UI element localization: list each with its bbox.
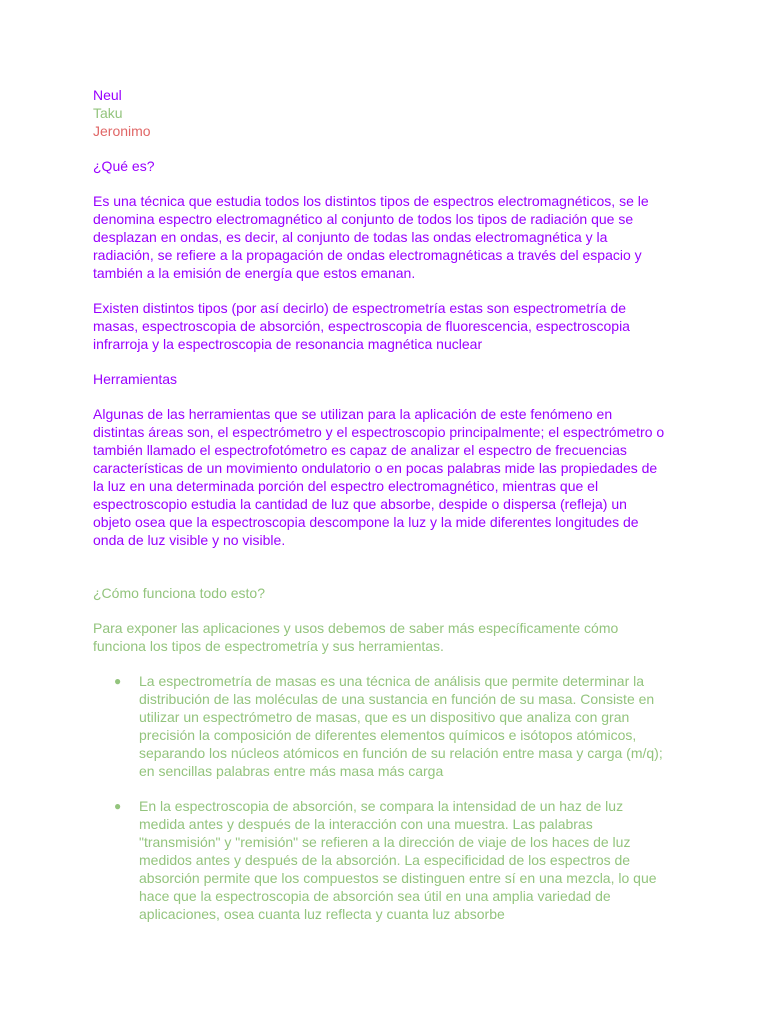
list-item [93, 797, 665, 923]
paragraph-intro: Para exponer las aplicaciones y usos debemos de saber más específicamente cómo funciona los tipos de espectrometría y sus herramientas. [93, 620, 619, 654]
paragraph-definition: Es una técnica que estudia todos los distintos tipos de espectros electromagnéticos, se le denomina espectro electromagnético al conjunto de todos los tipos de radiación que se desplazan en ondas, es decir, al conjunto de todas las ondas electromagnética y la radiación, se refiere a la propagación de ondas electromagnéticas a través del espacio y también a la emisión de energía que estos emanan. [93, 193, 649, 281]
list-item-text: En la espectroscopia de absorción, se compara la intensidad de un haz de luz medida antes y después de la interacción con una muestra. Las palabras "transmisión" y "remisión" se refieren a la dirección de viaje de los haces de luz medidos antes y después de la absorción. La especificidad de los espectros de absorción permite que los compuestos se distinguen entre sí en una mezcla, lo que hace que la espectroscopia de absorción sea útil en una amplia variedad de aplicaciones, osea cuanta luz reflecta y cuanta luz absorbe [139, 798, 657, 922]
paragraph-tools: Algunas de las herramientas que se utilizan para la aplicación de este fenómeno en distintas áreas son, el espectrómetro y el espectroscopio principalmente; el espectrómetro o también llamado el espectrofotómetro es capaz de analizar el espectro de frecuencias características de un movimiento ondulatorio o en pocas palabras mide las propiedades de la luz en una determinada porción del espectro electromagnético, mientras que el espectroscopio estudia la cantidad de luz que absorbe, despide o dispersa (refleja) un objeto osea que la espectroscopia descompone la luz y la mide diferentes longitudes de onda de luz visible y no visible. [93, 406, 665, 548]
bullet-list [93, 672, 665, 923]
document-page [93, 86, 665, 923]
paragraph-types: Existen distintos tipos (por así decirlo) de espectrometría estas son espectrometría de masas, espectroscopia de absorción, espectroscopia de fluorescencia, espectroscopia infrarroja y la espectroscopia de resonancia magnética nuclear [93, 300, 630, 352]
bullet-icon: ● [114, 674, 122, 688]
section-heading-herramientas: Herramientas [93, 371, 178, 387]
list-item [93, 672, 665, 780]
author-name-1: Neul [93, 87, 122, 103]
list-item-text: La espectrometría de masas es una técnica de análisis que permite determinar la distribución de las moléculas de una sustancia en función de su masa. Consiste en utilizar un espectrómetro de masas, que es un dispositivo que analiza con gran precisión la composición de diferentes elementos químicos e isótopos atómicos, separando los núcleos atómicos en función de su relación entre masa y carga (m/q); en sencillas palabras entre más masa más carga [139, 673, 663, 779]
author-name-2: Taku [93, 105, 123, 121]
author-name-3: Jeronimo [93, 123, 151, 139]
section-heading-como-funciona: ¿Cómo funciona todo esto? [93, 585, 265, 601]
section-heading-que-es: ¿Qué es? [93, 158, 155, 174]
bullet-icon: ● [114, 799, 122, 813]
